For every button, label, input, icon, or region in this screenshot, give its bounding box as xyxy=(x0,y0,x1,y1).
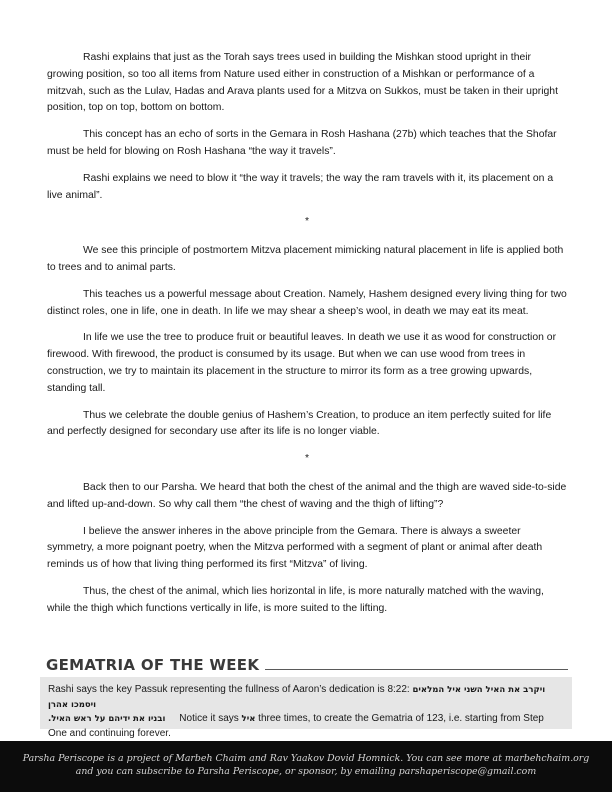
gematria-hebrew-verse-end: ובניו את ידיהם על ראש האיל. xyxy=(48,714,166,724)
gematria-line-1 xyxy=(48,683,564,712)
gematria-section-heading xyxy=(46,654,568,676)
paragraph: Back then to our Parsha. We heard that both the chest of the animal and the thigh are waved side-to-side and lifted up-and-down. So why call them “the chest of waving and the thigh of lifting”? xyxy=(47,481,567,510)
paragraph: Thus we celebrate the double genius of Hashem’s Creation, to produce an item perfectly suited for life and perfectly designed for secondary use after its life is no longer viable. xyxy=(47,409,552,438)
gematria-hebrew-word: איל xyxy=(241,714,256,724)
paragraph: This teaches us a powerful message about Creation. Namely, Hashem designed every living thing for two distinct roles, one in life, one in death. In life we may shear a sheep’s wool, in death we may eat its meat. xyxy=(47,288,567,317)
footer-line-2: and you can subscribe to Parsha Periscope, or sponsor, by emailing parshaperiscope@gmail.com xyxy=(75,766,537,777)
paragraph: This concept has an echo of sorts in the Gemara in Rosh Hashana (27b) which teaches that the Shofar must be held for blowing on Rosh Hashana “the way it travels”. xyxy=(47,129,557,157)
gematria-notice-text: Notice it says xyxy=(179,713,242,724)
paragraph: In life we use the tree to produce fruit or beautiful leaves. In death we use it as wood for construction or firewood. With firewood, the product is consumed by its usage. But when we can use wood from trees in construction, we try to maintain its placement in the structure to mirror its form as a tree growing upwards, standing tall. xyxy=(47,332,557,394)
gematria-intro-text: Rashi says the key Passuk representing the fullness of Aaron’s dedication is 8:22: xyxy=(48,684,413,695)
paragraph: We see this principle of postmortem Mitzva placement mimicking natural placement in life is applied both to trees and to animal parts. xyxy=(47,245,564,273)
footer xyxy=(0,741,612,792)
gematria-box xyxy=(40,677,572,739)
heading-rule xyxy=(265,669,568,670)
gematria-hebrew-verse: ויקרב את האיל השני איל המלאים ויסמכו אהרן xyxy=(48,685,546,710)
section-separator: * xyxy=(304,453,310,465)
footer-line-1: Parsha Periscope is a project of Marbeh Chaim and Rav Yaakov Dovid Homnick. You can see more at marbehchaim.org xyxy=(22,753,590,764)
gematria-conclusion-text: three times, to create the Gematria of 123, i.e. starting from Step One and continuing forever. xyxy=(48,713,544,739)
paragraph: Rashi explains that just as the Torah says trees used in building the Mishkan stood upright in their growing position, so too all items from Nature used either in construction of a Mishkan or performance of a mitzvah, such as the Lulav, Hadas and Arava plants used for a Mitzva on Sukkos, must be taken in their upright position, top on top, bottom on bottom. xyxy=(47,52,558,114)
gematria-line-2 xyxy=(48,712,564,741)
paragraph: I believe the answer inheres in the above principle from the Gemara. There is always a sweeter symmetry, a more poignant poetry, when the Mitzva performed with a segment of plant or animal after death reminds us of how that living thing performed its first “Mitzva” of living. xyxy=(47,525,543,571)
gematria-heading-text: GEMATRIA OF THE WEEK xyxy=(46,656,260,674)
paragraph: Rashi explains we need to blow it “the way it travels; the way the ram travels with it, its placement on a live animal”. xyxy=(47,172,554,201)
article-body xyxy=(47,50,567,628)
section-separator: * xyxy=(304,216,310,228)
paragraph: Thus, the chest of the animal, which lies horizontal in life, is more naturally matched with the waving, while the thigh which functions vertically in life, is more suited to the lifting. xyxy=(47,585,544,614)
